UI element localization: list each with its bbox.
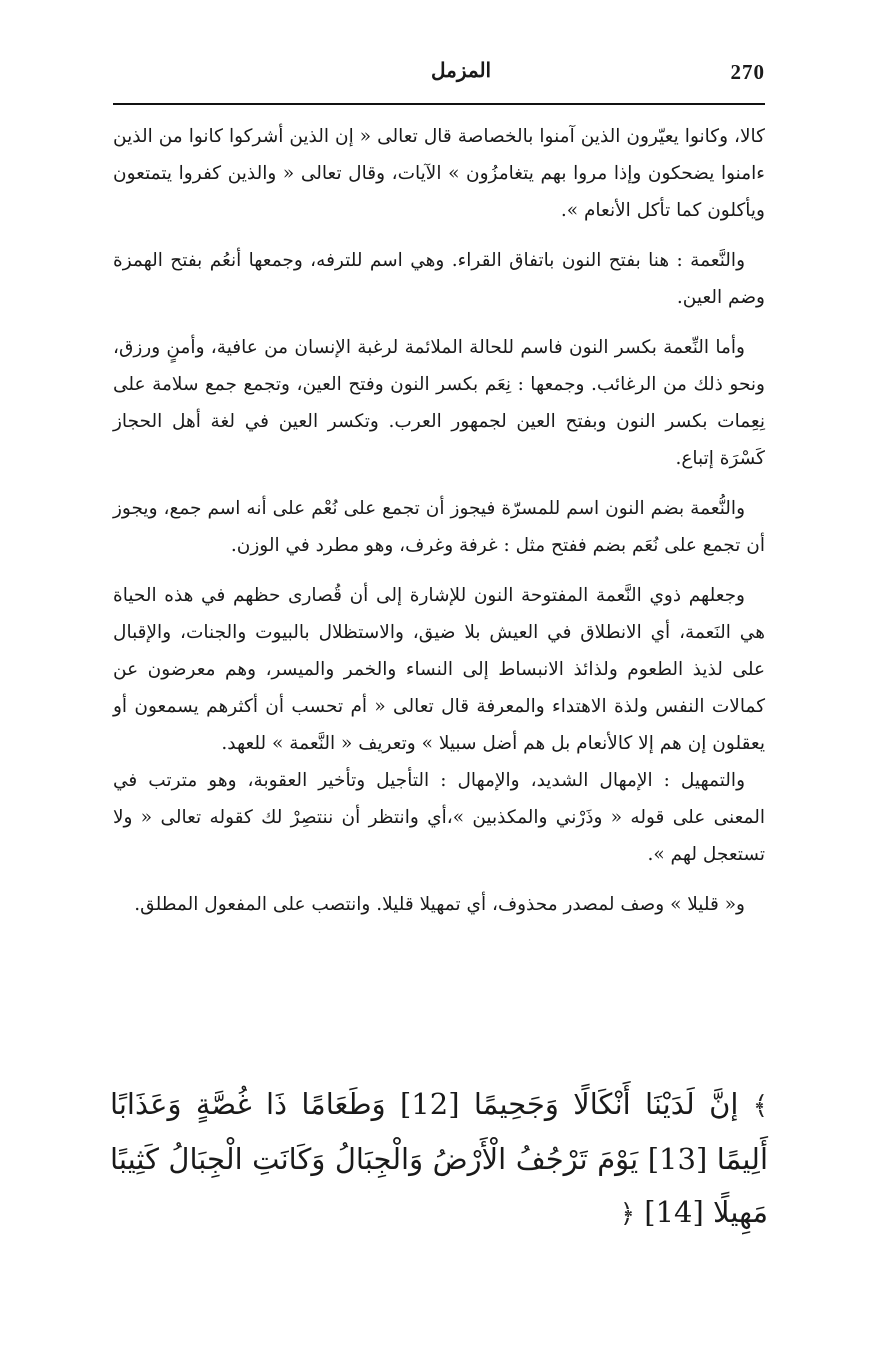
page-number: 270 bbox=[730, 60, 765, 84]
running-title: المزمل bbox=[431, 58, 492, 82]
quran-verse bbox=[110, 1078, 768, 1241]
header-rule bbox=[113, 103, 765, 105]
verse-close-ornament: ﴿ bbox=[619, 1199, 636, 1229]
paragraph: والنَّعمة : هنا بفتح النون باتفاق القراء. وهي اسم للترفه، وجمعها أنعُم بفتح الهمزة وضم العين. bbox=[113, 250, 765, 308]
paragraph: كالا، وكانوا يعيّرون الذين آمنوا بالخصاصة قال تعالى « إن الذين أشركوا كانوا من الذين ءامنوا يضحكون وإذا مروا بهم يتغامزُون » الآيات، وقال تعالى « والذين كفروا يتمتعون ويأكلون كما تأكل الأنعام ». bbox=[113, 126, 765, 221]
paragraph: و« قليلا » وصف لمصدر محذوف، أي تمهيلا قليلا. وانتصب على المفعول المطلق. bbox=[134, 894, 745, 915]
paragraph: والتمهيل : الإمهال الشديد، والإمهال : التأجيل وتأخير العقوبة، وهو مترتب في المعنى على قوله « وذَرْني والمكذبين »،أي وانتظر أن ننتصِرْ لك كقوله تعالى « ولا تستعجل لهم ». bbox=[113, 770, 765, 865]
verse-open-ornament: ﴾ bbox=[752, 1091, 769, 1121]
paragraph: وجعلهم ذوي النَّعمة المفتوحة النون للإشارة إلى أن قُصارى حظهم في هذه الحياة هي النَعمة، أي الانطلاق في العيش بلا ضيق، والاستظلال بالبيوت والجنات، والإقبال على لذيذ الطعوم ولذائذ الانبساط إلى النساء والخمر والميسر، وهم معرضون عن كمالات النفس ولذة الاهتداء والمعرفة قال تعالى « أم تحسب أن أكثرهم يسمعون أو يعقلون إن هم إلا كالأنعام بل هم أضل سبيلا » وتعريف « النَّعمة » للعهد. bbox=[113, 585, 765, 754]
paragraph: والنُّعمة بضم النون اسم للمسرّة فيجوز أن تجمع على نُعْم على أنه اسم جمع، ويجوز أن تجمع على نُعَم بضم ففتح مثل : غرفة وغرف، وهو مطرد في الوزن. bbox=[113, 498, 765, 556]
verse-text: إنَّ لَدَيْنَا أَنْكَالًا وَجَحِيمًا [12] وَطَعَامًا ذَا غُصَّةٍ وَعَذَابًا أَلِيمًا [13] يَوْمَ تَرْجُفُ الْأَرْضُ وَالْجِبَالُ وَكَانَتِ الْجِبَالُ كَثِيبًا مَهِيلًا [14] bbox=[110, 1087, 768, 1229]
page-header bbox=[113, 58, 765, 98]
body-text bbox=[113, 118, 765, 936]
paragraph: وأما النِّعمة بكسر النون فاسم للحالة الملائمة لرغبة الإنسان من عافية، وأمنٍ ورزق، ونحو ذلك من الرغائب. وجمعها : نِعَم بكسر النون وفتح العين، وتجمع جمع سلامة على نِعِمات بكسر النون وبفتح العين لجمهور العرب. وتكسر العين في لغة أهل الحجاز كَسْرَة إتباع. bbox=[113, 337, 765, 469]
